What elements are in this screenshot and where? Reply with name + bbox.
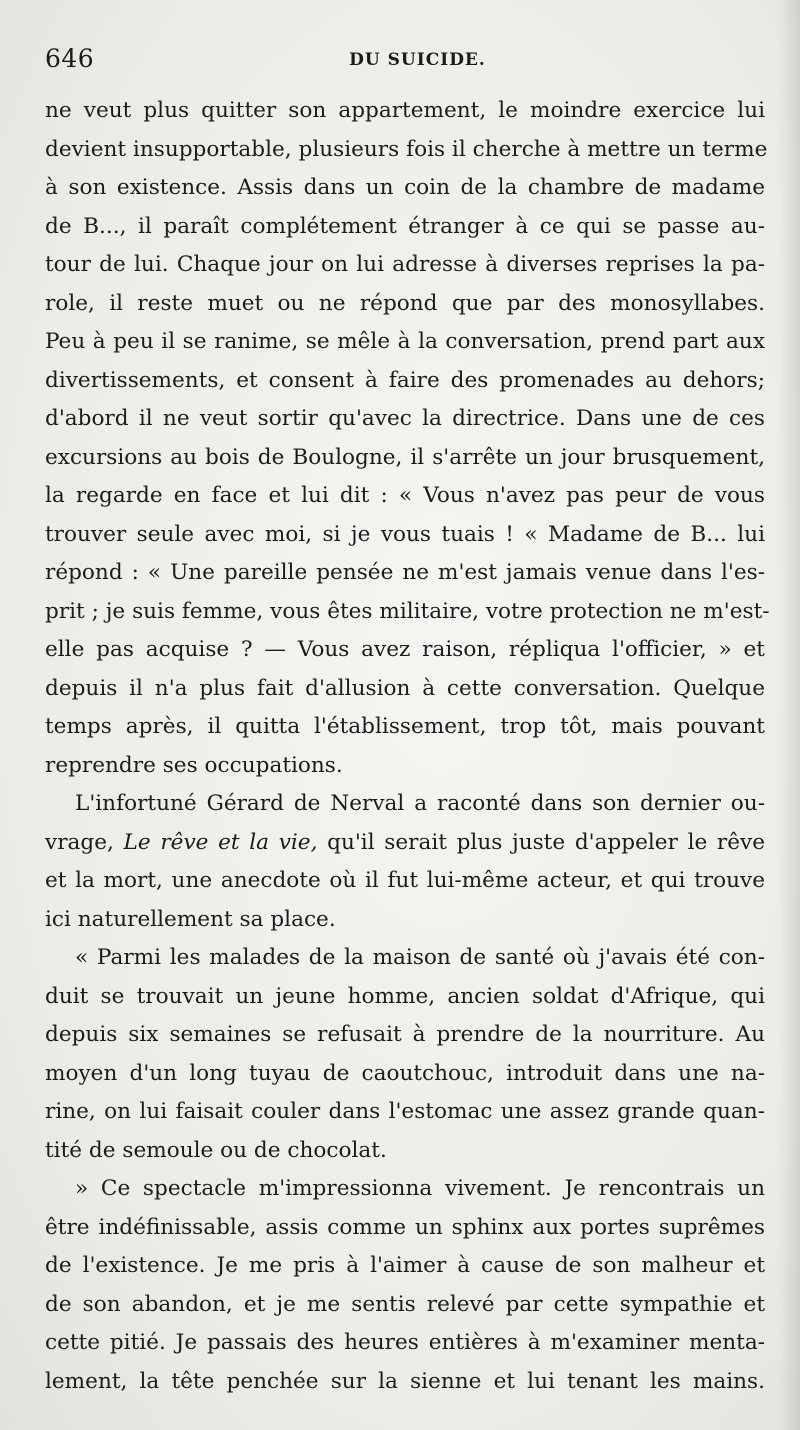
text-line: elle pas acquise ? — Vous avez raison, répliqua l'officier, » et — [45, 637, 765, 662]
text-line: cette pitié. Je passais des heures entières à m'examiner menta- — [45, 1330, 765, 1355]
page-edge-shadow — [778, 0, 800, 1430]
paragraph-end-line: tité de semoule ou de chocolat. — [45, 1137, 387, 1163]
text-line: depuis il n'a plus fait d'allusion à cette conversation. Quelque — [45, 675, 765, 701]
text-fragment: qu'il serait plus juste d'appeler le rêve — [317, 829, 766, 855]
text-line: Peu à peu il se ranime, se mêle à la conversation, prend part aux — [45, 329, 765, 354]
text-line: temps après, il quitta l'établissement, trop tôt, mais pouvant — [45, 714, 765, 739]
text-line: duit se trouvait un jeune homme, ancien soldat d'Afrique, qui — [45, 983, 765, 1009]
body-text — [45, 92, 770, 1401]
paragraph-end-line: reprendre ses occupations. — [45, 752, 343, 778]
text-line: depuis six semaines se refusait à prendre de la nourriture. Au — [45, 1022, 765, 1047]
text-line: à son existence. Assis dans un coin de la chambre de madame — [45, 175, 765, 200]
text-line: la regarde en face et lui dit : « Vous n'avez pas peur de vous — [45, 483, 765, 508]
text-line: ne veut plus quitter son appartement, le moindre exercice lui — [45, 98, 765, 123]
text-line: L'infortuné Gérard de Nerval a raconté dans son dernier ou- — [75, 791, 765, 816]
text-line: trouver seule avec moi, si je vous tuais ! « Madame de B... lui — [45, 521, 765, 547]
text-line: role, il reste muet ou ne répond que par des monosyllabes. — [45, 290, 765, 316]
text-line: rine, on lui faisait couler dans l'estomac une assez grande quan- — [45, 1099, 765, 1124]
text-line-with-title — [45, 824, 765, 863]
text-line: moyen d'un long tuyau de caoutchouc, introduit dans une na- — [45, 1060, 765, 1086]
text-line: divertissements, et consent à faire des promenades au dehors; — [45, 367, 765, 393]
paragraph-end-line: ici naturellement sa place. — [45, 906, 336, 932]
text-line: » Ce spectacle m'impressionna vivement. Je rencontrais un — [75, 1176, 765, 1201]
text-line: d'abord il ne veut sortir qu'avec la directrice. Dans une de ces — [45, 406, 765, 431]
text-line: tour de lui. Chaque jour on lui adresse à diverses reprises la pa- — [45, 252, 765, 277]
text-fragment: vrage, — [45, 829, 124, 855]
text-line: prit ; je suis femme, vous êtes militaire, votre protection ne m'est- — [45, 598, 770, 624]
text-line: répond : « Une pareille pensée ne m'est jamais venue dans l'es- — [45, 560, 765, 585]
text-line: lement, la tête penchée sur la sienne et lui tenant les mains. — [45, 1368, 765, 1394]
text-line: « Parmi les malades de la maison de santé où j'avais été con- — [75, 945, 765, 970]
text-line: excursions au bois de Boulogne, il s'arrête un jour brusquement, — [45, 444, 765, 470]
text-line: être indéfinissable, assis comme un sphinx aux portes suprêmes — [45, 1214, 765, 1240]
text-line: et la mort, une anecdote où il fut lui-même acteur, et qui trouve — [45, 868, 765, 893]
text-line: de l'existence. Je me pris à l'aimer à cause de son malheur et — [45, 1253, 765, 1278]
text-line: de son abandon, et je me sentis relevé par cette sympathie et — [45, 1291, 765, 1317]
page-number: 646 — [45, 44, 95, 73]
text-line: de B..., il paraît complétement étranger à ce qui se passe au- — [45, 213, 765, 239]
running-title: DU SUICIDE. — [349, 50, 486, 70]
running-head — [45, 44, 766, 84]
work-title: Le rêve et la vie, — [123, 829, 318, 855]
text-line: devient insupportable, plusieurs fois il cherche à mettre un terme — [45, 136, 768, 162]
